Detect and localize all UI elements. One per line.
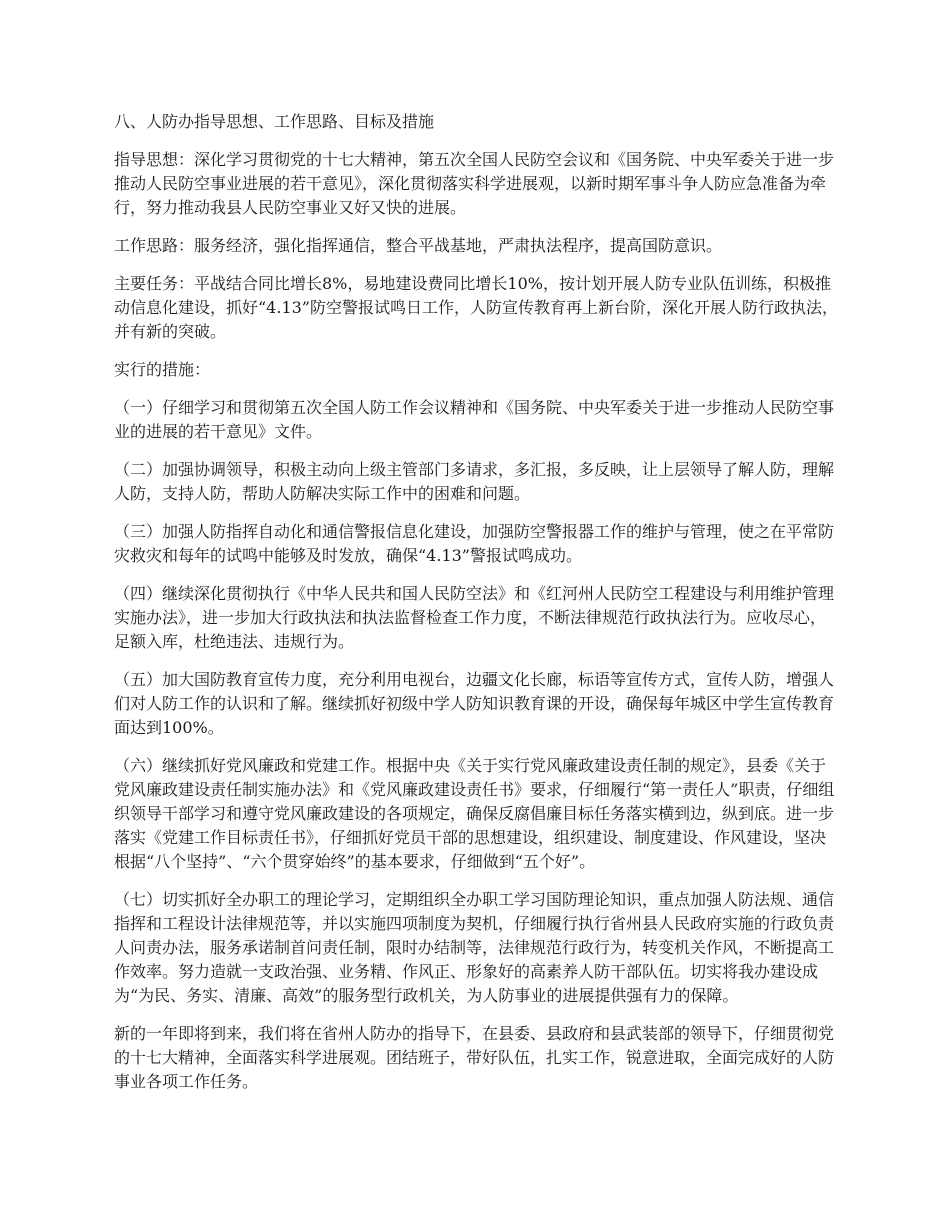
paragraph-main-tasks: 主要任务：平战结合同比增长8%，易地建设费同比增长10%，按计划开展人防专业队伍训练，积极推动信息化建设，抓好“4.13”防空警报试鸣日工作，人防宣传教育再上新台阶，深化开展人防行政执法，并有新的突破。 [114,274,838,341]
section-heading: 八、人防办指导思想、工作思路、目标及措施 [114,112,435,131]
paragraph-measure-7: （七）切实抓好全办职工的理论学习，定期组织全办职工学习国防理论知识，重点加强人防法规、通信指挥和工程设计法律规范等，并以实施四项制度为契机，仔细履行执行省州县人民政府实施的行政负责人问责办法，服务承诺制首问责任制，限时办结制等，法律规范行政行为，转变机关作风，不断提高工作效率。努力造就一支政治强、业务精、作风正、形象好的高素养人防干部队伍。切实将我办建设成为“为民、务实、清廉、高效”的服务型行政机关，为人防事业的进展提供强有力的保障。 [114,890,835,1005]
document-page [114,110,840,1108]
paragraph-work-approach: 工作思路：服务经济，强化指挥通信，整合平战基地，严肃执法程序，提高国防意识。 [114,236,723,255]
paragraph-measure-1: （一）仔细学习和贯彻第五次全国人防工作会议精神和《国务院、中央军委关于进一步推动人民防空事业的进展的若干意见》文件。 [114,398,835,441]
paragraph-measure-5: （五）加大国防教育宣传力度，充分利用电视台，边疆文化长廊，标语等宣传方式，宣传人防，增强人们对人防工作的认识和了解。继续抓好初级中学人防知识教育课的开设，确保每年城区中学生宣传教育面达到100%。 [114,670,835,737]
paragraph-measure-3: （三）加强人防指挥自动化和通信警报信息化建设，加强防空警报器工作的维护与管理，使之在平常防灾救灾和每年的试鸣中能够及时发放，确保“4.13”警报试鸣成功。 [114,522,835,565]
paragraph-conclusion: 新的一年即将到来，我们将在省州人防办的指导下，在县委、县政府和县武装部的领导下，仔细贯彻党的十七大精神，全面落实科学进展观。团结班子，带好队伍，扎实工作，锐意进取，全面完成好的人防事业各项工作任务。 [114,1024,835,1091]
paragraph-measures-intro: 实行的措施： [114,360,211,379]
paragraph-measure-4: （四）继续深化贯彻执行《中华人民共和国人民防空法》和《红河州人民防空工程建设与利用维护管理实施办法》，进一步加大行政执法和执法监督检查工作力度，不断法律规范行政执法行为。应收尽心，足额入库，杜绝违法、违规行为。 [114,584,835,651]
paragraph-measure-2: （二）加强协调领导，积极主动向上级主管部门多请求，多汇报，多反映，让上层领导了解人防，理解人防，支持人防，帮助人防解决实际工作中的困难和问题。 [114,460,835,503]
paragraph-guiding-ideology: 指导思想：深化学习贯彻党的十七大精神，第五次全国人民防空会议和《国务院、中央军委关于进一步推动人民防空事业进展的若干意见》，深化贯彻落实科学进展观，以新时期军事斗争人防应急准备为牵行，努力推动我县人民防空事业又好又快的进展。 [114,150,835,217]
paragraph-measure-6: （六）继续抓好党风廉政和党建工作。根据中央《关于实行党风廉政建设责任制的规定》，县委《关于党风廉政建设责任制实施办法》和《党风廉政建设责任书》要求，仔细履行“第一责任人”职责，仔细组织领导干部学习和遵守党风廉政建设的各项规定，确保反腐倡廉目标任务落实横到边，纵到底。进一步落实《党建工作目标责任书》，仔细抓好党员干部的思想建设，组织建设、制度建设、作风建设，坚决根据“八个坚持”、“六个贯穿始终”的基本要求，仔细做到“五个好”。 [114,756,835,871]
